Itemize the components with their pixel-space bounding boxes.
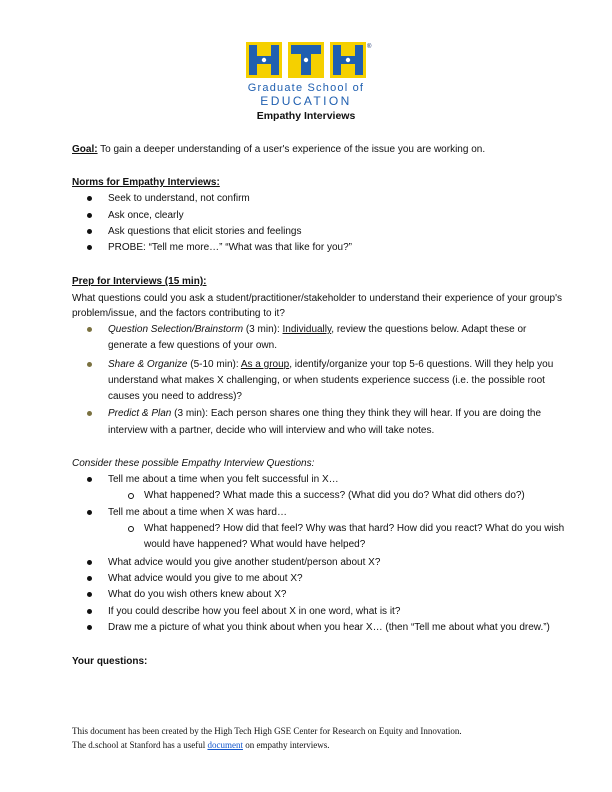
page-title: Empathy Interviews xyxy=(256,110,356,122)
bullet-icon xyxy=(87,327,92,332)
questions-heading: Consider these possible Empathy Interview Questions: xyxy=(72,458,315,469)
prep-step: Share & Organize (5-10 min): As a group, identify/organize your top 5-6 questions. Will they help you xyxy=(108,359,554,370)
your-questions-heading: Your questions: xyxy=(72,656,148,667)
norms-heading: Norms for Empathy Interviews: xyxy=(72,177,220,188)
norm-item: Seek to understand, not confirm xyxy=(108,193,250,204)
norm-item: PROBE: “Tell me more…” “What was that like for you?” xyxy=(108,242,352,253)
question-subitem-cont: would have happened? What would have helped? xyxy=(144,539,366,550)
sub-bullet-icon xyxy=(128,493,134,499)
prep-step-cont: understand what makes X challenging, or when students experience success (i.e. the possible root xyxy=(108,375,545,386)
goal-text: To gain a deeper understanding of a user's experience of the issue you are working on. xyxy=(97,144,486,155)
bullet-icon xyxy=(87,245,92,250)
question-subitem: What happened? How did that feel? Why was that hard? How did you react? What do you wish xyxy=(144,523,565,534)
norm-item: Ask once, clearly xyxy=(108,210,184,221)
bullet-icon xyxy=(87,609,92,614)
prep-intro: problem/issue, and the factors contributing to it? xyxy=(72,308,285,319)
logo-line1: Graduate School of xyxy=(247,82,365,94)
bullet-icon xyxy=(87,560,92,565)
bullet-icon xyxy=(87,625,92,630)
question-item: If you could describe how you feel about X in one word, what is it? xyxy=(108,606,401,617)
norm-item: Ask questions that elicit stories and feelings xyxy=(108,226,302,237)
bullet-icon xyxy=(87,411,92,416)
prep-step: Question Selection/Brainstorm (3 min): Individually, review the questions below. Adapt these or xyxy=(108,324,527,335)
sub-bullet-icon xyxy=(128,526,134,532)
goal-line xyxy=(72,144,485,156)
question-item: Draw me a picture of what you think about when you hear X… (then “Tell me about what you drew.”) xyxy=(108,622,550,633)
bullet-icon xyxy=(87,213,92,218)
bullet-icon xyxy=(87,592,92,597)
bullet-icon xyxy=(87,576,92,581)
document-link[interactable]: document xyxy=(207,740,243,750)
question-item: What advice would you give another student/person about X? xyxy=(108,557,381,568)
logo-line2: EDUCATION xyxy=(260,94,352,108)
question-item: What advice would you give to me about X? xyxy=(108,573,303,584)
bullet-icon xyxy=(87,229,92,234)
question-subitem: What happened? What made this a success? (What did you do? What did others do?) xyxy=(144,490,525,501)
hth-gse-logo xyxy=(246,42,370,108)
question-item: Tell me about a time when X was hard… xyxy=(108,507,287,518)
footer-dschool: The d.school at Stanford has a useful document on empathy interviews. xyxy=(72,740,330,750)
bullet-icon xyxy=(87,510,92,515)
prep-step: Predict & Plan (3 min): Each person shares one thing they think they will hear. If you are doing the xyxy=(108,408,542,419)
bullet-icon xyxy=(87,477,92,482)
footer-credit: This document has been created by the High Tech High GSE Center for Research on Equity and Innovation. xyxy=(72,726,462,736)
prep-step-cont: causes you need to address)? xyxy=(108,391,242,402)
registered-mark: ® xyxy=(367,44,372,50)
prep-intro: What questions could you ask a student/practitioner/stakeholder to understand their experience of your group's xyxy=(72,293,562,304)
prep-step-cont: generate a few questions of your own. xyxy=(108,340,277,351)
prep-step-cont: interview with a partner, decide who will interview and who will take notes. xyxy=(108,425,435,436)
question-item: Tell me about a time when you felt successful in X… xyxy=(108,474,339,485)
question-item: What do you wish others knew about X? xyxy=(108,589,287,600)
bullet-icon xyxy=(87,196,92,201)
goal-label: Goal: xyxy=(72,144,98,155)
prep-heading: Prep for Interviews (15 min): xyxy=(72,276,207,287)
bullet-icon xyxy=(87,362,92,367)
